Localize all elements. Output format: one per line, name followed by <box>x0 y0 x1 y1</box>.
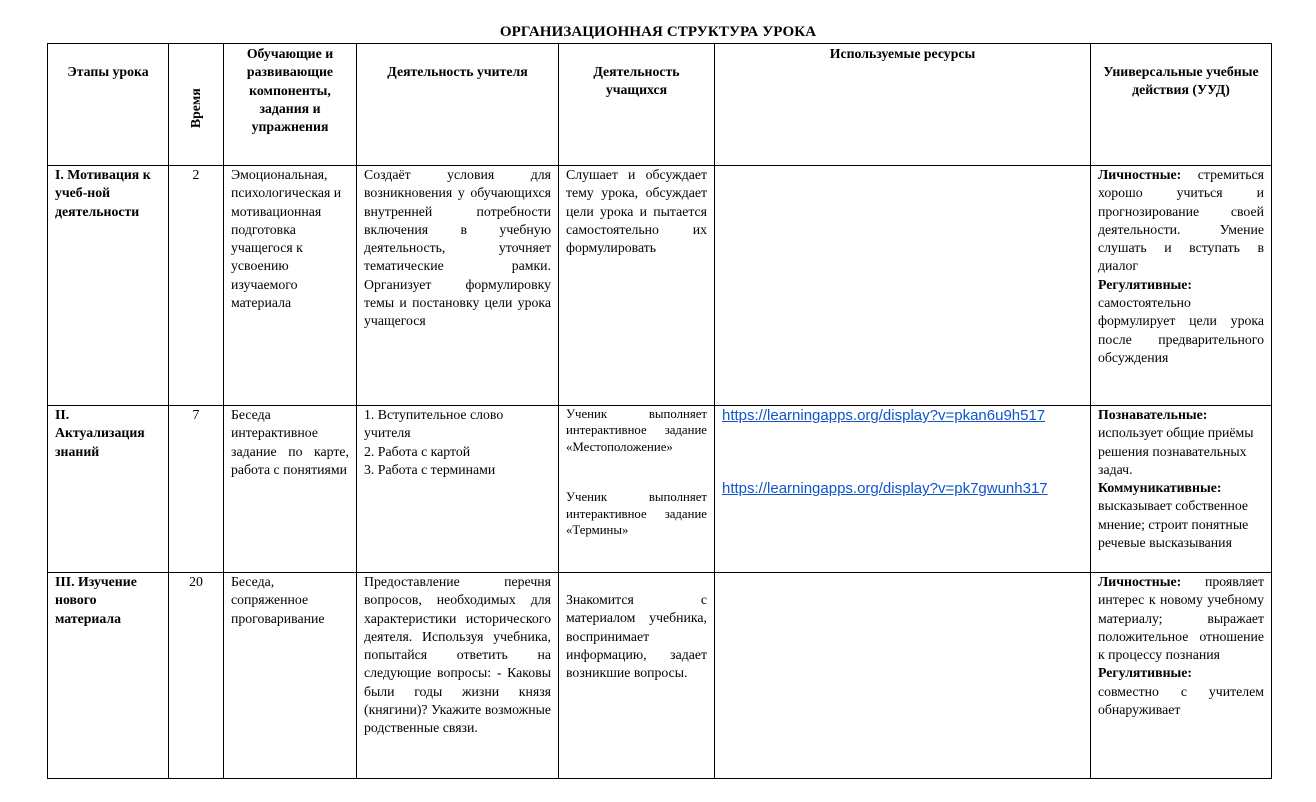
learningapps-link-2[interactable]: https://learningapps.org/display?v=pk7gwunh317 <box>722 480 1048 498</box>
uud-text: проявляет интерес к новому учебному материалу; выражает положительное отношение к процессу познания <box>1098 574 1264 663</box>
learningapps-link-1[interactable]: https://learningapps.org/display?v=pkan6u9h517 <box>722 407 1046 424</box>
stage-cell: II. Актуализация знаний <box>48 406 169 573</box>
students-cell: Слушает и обсуждает тему урока, обсуждает цели урока и пытается самостоятельно их формулировать <box>559 166 715 406</box>
time-cell: 7 <box>169 406 224 573</box>
uud-text: стремиться хорошо учиться и прогнозирование своей деятельности. Умение слушать и вступать в диалог <box>1098 167 1264 274</box>
time-cell: 2 <box>169 166 224 406</box>
students-task-2: Ученик выполняет интерактивное задание «Термины» <box>566 490 707 538</box>
table-row <box>48 573 1272 779</box>
teacher-cell <box>357 406 559 573</box>
students-task-1: Ученик выполняет интерактивное задание «Местоположение» <box>566 407 707 454</box>
stage-cell: I. Мотивация к учеб-ной деятельности <box>48 166 169 406</box>
lesson-structure-table <box>47 43 1272 779</box>
components-cell: Беседа интерактивное задание по карте, работа с понятиями <box>224 406 357 573</box>
uud-text: высказывает собственное мнение; строит понятные речевые высказывания <box>1098 498 1249 551</box>
time-cell: 20 <box>169 573 224 779</box>
components-cell: Беседа, сопряженное проговаривание <box>224 573 357 779</box>
uud-heading: Личностные: <box>1098 574 1182 589</box>
header-stages: Этапы урока <box>48 44 169 166</box>
uud-cell <box>1091 573 1272 779</box>
header-students: Деятельность учащихся <box>559 44 715 166</box>
students-cell <box>559 406 715 573</box>
uud-text: совместно с учителем обнаруживает <box>1098 683 1264 718</box>
uud-heading: Коммуникативные: <box>1098 480 1222 496</box>
uud-heading: Регулятивные: <box>1098 276 1193 292</box>
page-title: ОРГАНИЗАЦИОННАЯ СТРУКТУРА УРОКА <box>499 24 817 40</box>
stage-cell: III. Изучение нового материала <box>48 573 169 779</box>
resources-cell <box>715 166 1091 406</box>
header-time-label: Время <box>187 88 203 128</box>
table-row <box>48 166 1272 406</box>
uud-heading: Личностные: <box>1098 167 1182 182</box>
teacher-cell: Предоставление перечня вопросов, необходимых для характеристики исторического деятеля. Используя учебника, попытайся ответить на следующие вопросы: - Каковы были годы жизни князя (княгини)? Укажите возможные родственные связи. <box>357 573 559 779</box>
header-row <box>48 44 1272 166</box>
list-item: 3. Работа с терминами <box>364 461 496 477</box>
students-text: Знакомится с материалом учебника, воспринимает информацию, задает возникшие вопросы. <box>566 592 707 681</box>
components-cell: Эмоциональная, психологическая и мотивационная подготовка учащегося к усвоению изучаемого материала <box>224 166 357 406</box>
resources-cell <box>715 406 1091 573</box>
header-components: Обучающие и развивающие компоненты, задания и упражнения <box>224 44 357 166</box>
uud-heading: Познавательные: <box>1098 407 1208 422</box>
students-cell <box>559 573 715 779</box>
uud-text: самостоятельно формулирует цели урока после предварительного обсуждения <box>1098 295 1264 365</box>
list-item: 1. Вступительное слово учителя <box>364 407 504 441</box>
teacher-cell: Создаёт условия для возникновения у обучающихся внутренней потребности включения в учебную деятельность, уточняет тематические рамки. Организует формулировку темы и постановку цели урока учащегося <box>357 166 559 406</box>
uud-text: использует общие приёмы решения познавательных задач. <box>1098 425 1254 477</box>
table-row <box>48 406 1272 573</box>
uud-heading: Регулятивные: <box>1098 665 1193 681</box>
resources-cell <box>715 573 1091 779</box>
header-teacher: Деятельность учителя <box>357 44 559 166</box>
header-resources: Используемые ресурсы <box>715 44 1091 166</box>
list-item: 2. Работа с картой <box>364 443 471 459</box>
uud-cell <box>1091 406 1272 573</box>
uud-cell <box>1091 166 1272 406</box>
header-time <box>169 44 224 166</box>
header-uud: Универсальные учебные действия (УУД) <box>1091 44 1272 166</box>
